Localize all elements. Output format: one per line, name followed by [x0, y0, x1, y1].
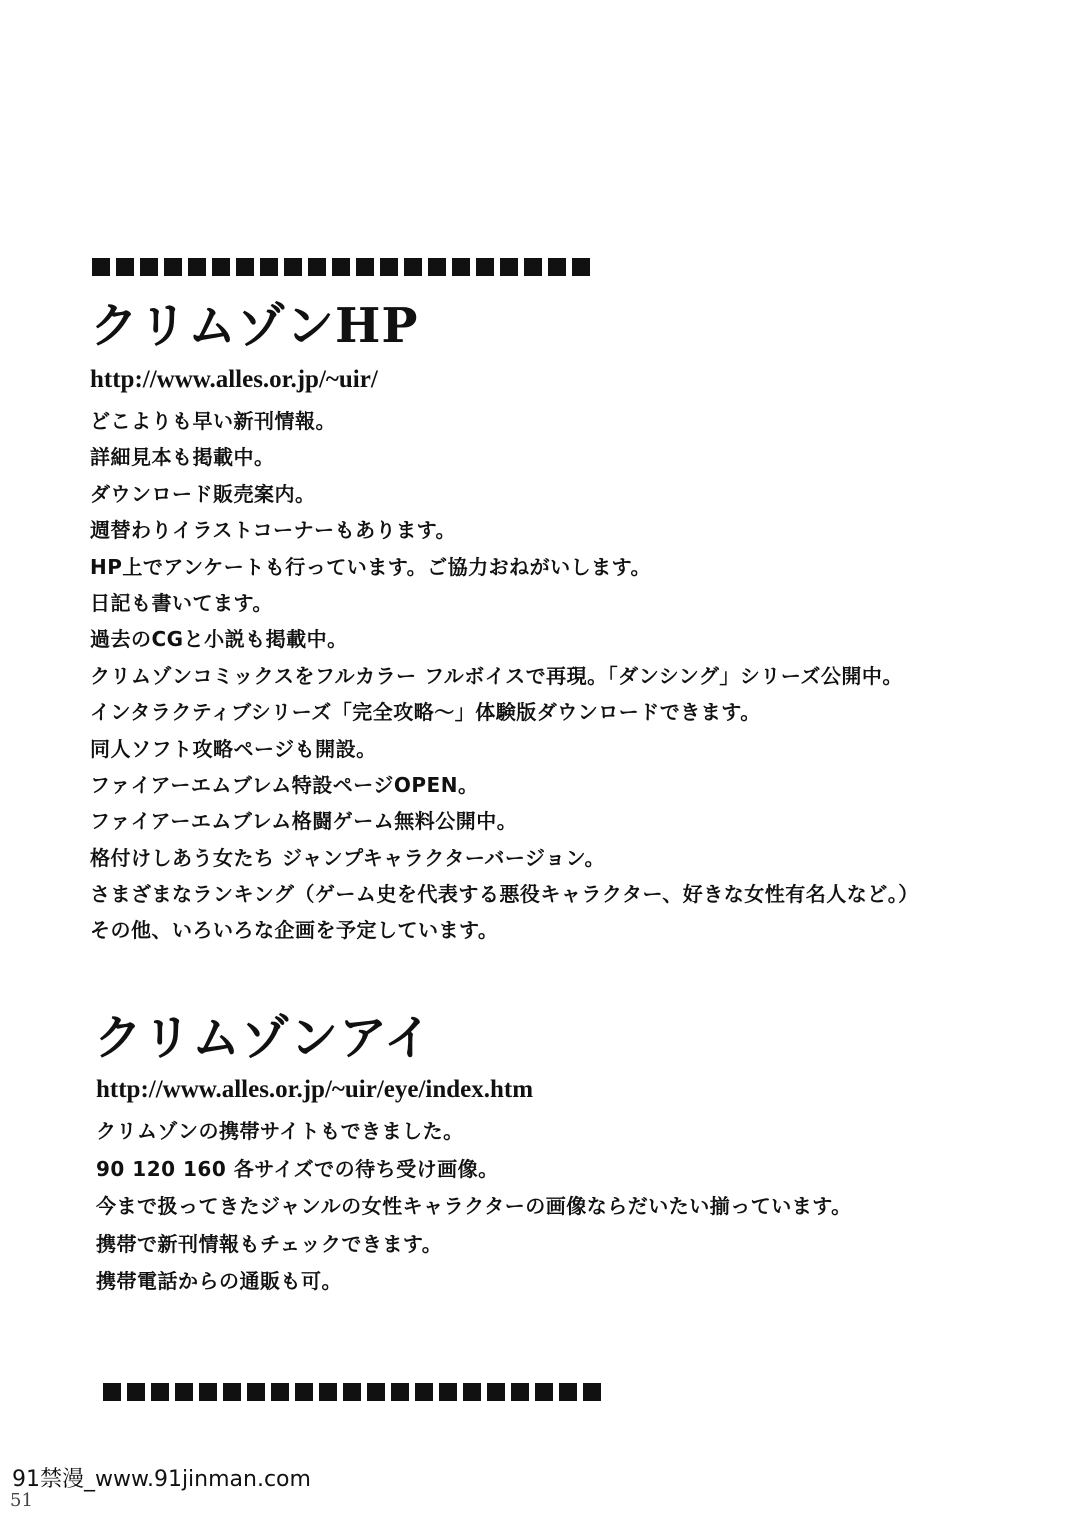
divider-square [140, 258, 158, 276]
divider-square [151, 1383, 169, 1401]
crimson-hp-url[interactable]: http://www.alles.or.jp/~uir/ [90, 366, 378, 393]
divider-square [284, 258, 302, 276]
divider-square [127, 1383, 145, 1401]
list-item: 90 120 160 各サイズでの待ち受け画像。 [96, 1156, 499, 1181]
list-item: 同人ソフト攻略ページも開設。 [90, 736, 377, 761]
divider-square [487, 1383, 505, 1401]
page-number-scribble: 51 [10, 1490, 33, 1511]
divider-square [332, 258, 350, 276]
divider-square [439, 1383, 457, 1401]
divider-square [247, 1383, 265, 1401]
crimson-eye-feature-list [96, 1113, 852, 1301]
divider-square [548, 258, 566, 276]
divider-square [212, 258, 230, 276]
divider-square [199, 1383, 217, 1401]
list-item: ダウンロード販売案内。 [90, 481, 316, 506]
divider-square [175, 1383, 193, 1401]
divider-square [524, 258, 542, 276]
divider-square [535, 1383, 553, 1401]
divider-square [391, 1383, 409, 1401]
divider-square [271, 1383, 289, 1401]
divider-square [295, 1383, 313, 1401]
divider-square [380, 258, 398, 276]
divider-square [415, 1383, 433, 1401]
divider-square [511, 1383, 529, 1401]
bottom-square-divider [103, 1383, 601, 1403]
list-item: 過去のCGと小説も掲載中。 [90, 627, 348, 652]
divider-square [103, 1383, 121, 1401]
top-square-divider [92, 258, 590, 278]
crimson-eye-heading: クリムゾンアイ [94, 1010, 433, 1066]
list-item: ファイアーエムブレム特設ページOPEN。 [90, 772, 479, 797]
list-item: 携帯で新刊情報もチェックできます。 [96, 1231, 443, 1256]
divider-square [500, 258, 518, 276]
divider-square [559, 1383, 577, 1401]
divider-square [319, 1383, 337, 1401]
list-item: どこよりも早い新刊情報。 [90, 409, 336, 433]
divider-square [572, 258, 590, 276]
crimson-hp-heading: クリムゾンHP [90, 298, 419, 354]
divider-square [188, 258, 206, 276]
watermark-text: 91禁漫_www.91jinman.com [12, 1467, 311, 1492]
divider-square [583, 1383, 601, 1401]
divider-square [116, 258, 134, 276]
list-item: 週替わりイラストコーナーもあります。 [90, 518, 456, 543]
divider-square [223, 1383, 241, 1401]
divider-square [356, 258, 374, 276]
divider-square [367, 1383, 385, 1401]
list-item: インタラクティブシリーズ「完全攻略～」体験版ダウンロードできます。 [90, 700, 761, 725]
list-item: 格付けしあう女たち ジャンプキャラクターバージョン。 [90, 845, 605, 870]
list-item: クリムゾンコミックスをフルカラー フルボイスで再現。「ダンシング」シリーズ公開中。 [90, 663, 903, 688]
divider-square [308, 258, 326, 276]
divider-square [236, 258, 254, 276]
list-item: クリムゾンの携帯サイトもできました。 [96, 1119, 464, 1143]
divider-square [343, 1383, 361, 1401]
list-item: さまざまなランキング（ゲーム史を代表する悪役キャラクター、好きな女性有名人など。） [90, 882, 919, 907]
list-item: ファイアーエムブレム格闘ゲーム無料公開中。 [90, 809, 518, 834]
divider-square [404, 258, 422, 276]
divider-square [428, 258, 446, 276]
divider-square [260, 258, 278, 276]
divider-square [463, 1383, 481, 1401]
divider-square [452, 258, 470, 276]
crimson-eye-url[interactable]: http://www.alles.or.jp/~uir/eye/index.htm [96, 1076, 534, 1103]
divider-square [92, 258, 110, 276]
divider-square [164, 258, 182, 276]
list-item: 今まで扱ってきたジャンルの女性キャラクターの画像ならだいたい揃っています。 [96, 1194, 852, 1219]
divider-square [476, 258, 494, 276]
list-item: 携帯電話からの通販も可。 [96, 1269, 342, 1294]
list-item: 詳細見本も掲載中。 [90, 445, 275, 470]
crimson-hp-feature-list [90, 403, 919, 949]
list-item: HP上でアンケートも行っています。ご協力おねがいします。 [90, 554, 651, 579]
list-item: 日記も書いてます。 [90, 590, 273, 615]
list-item: その他、いろいろな企画を予定しています。 [90, 918, 499, 943]
